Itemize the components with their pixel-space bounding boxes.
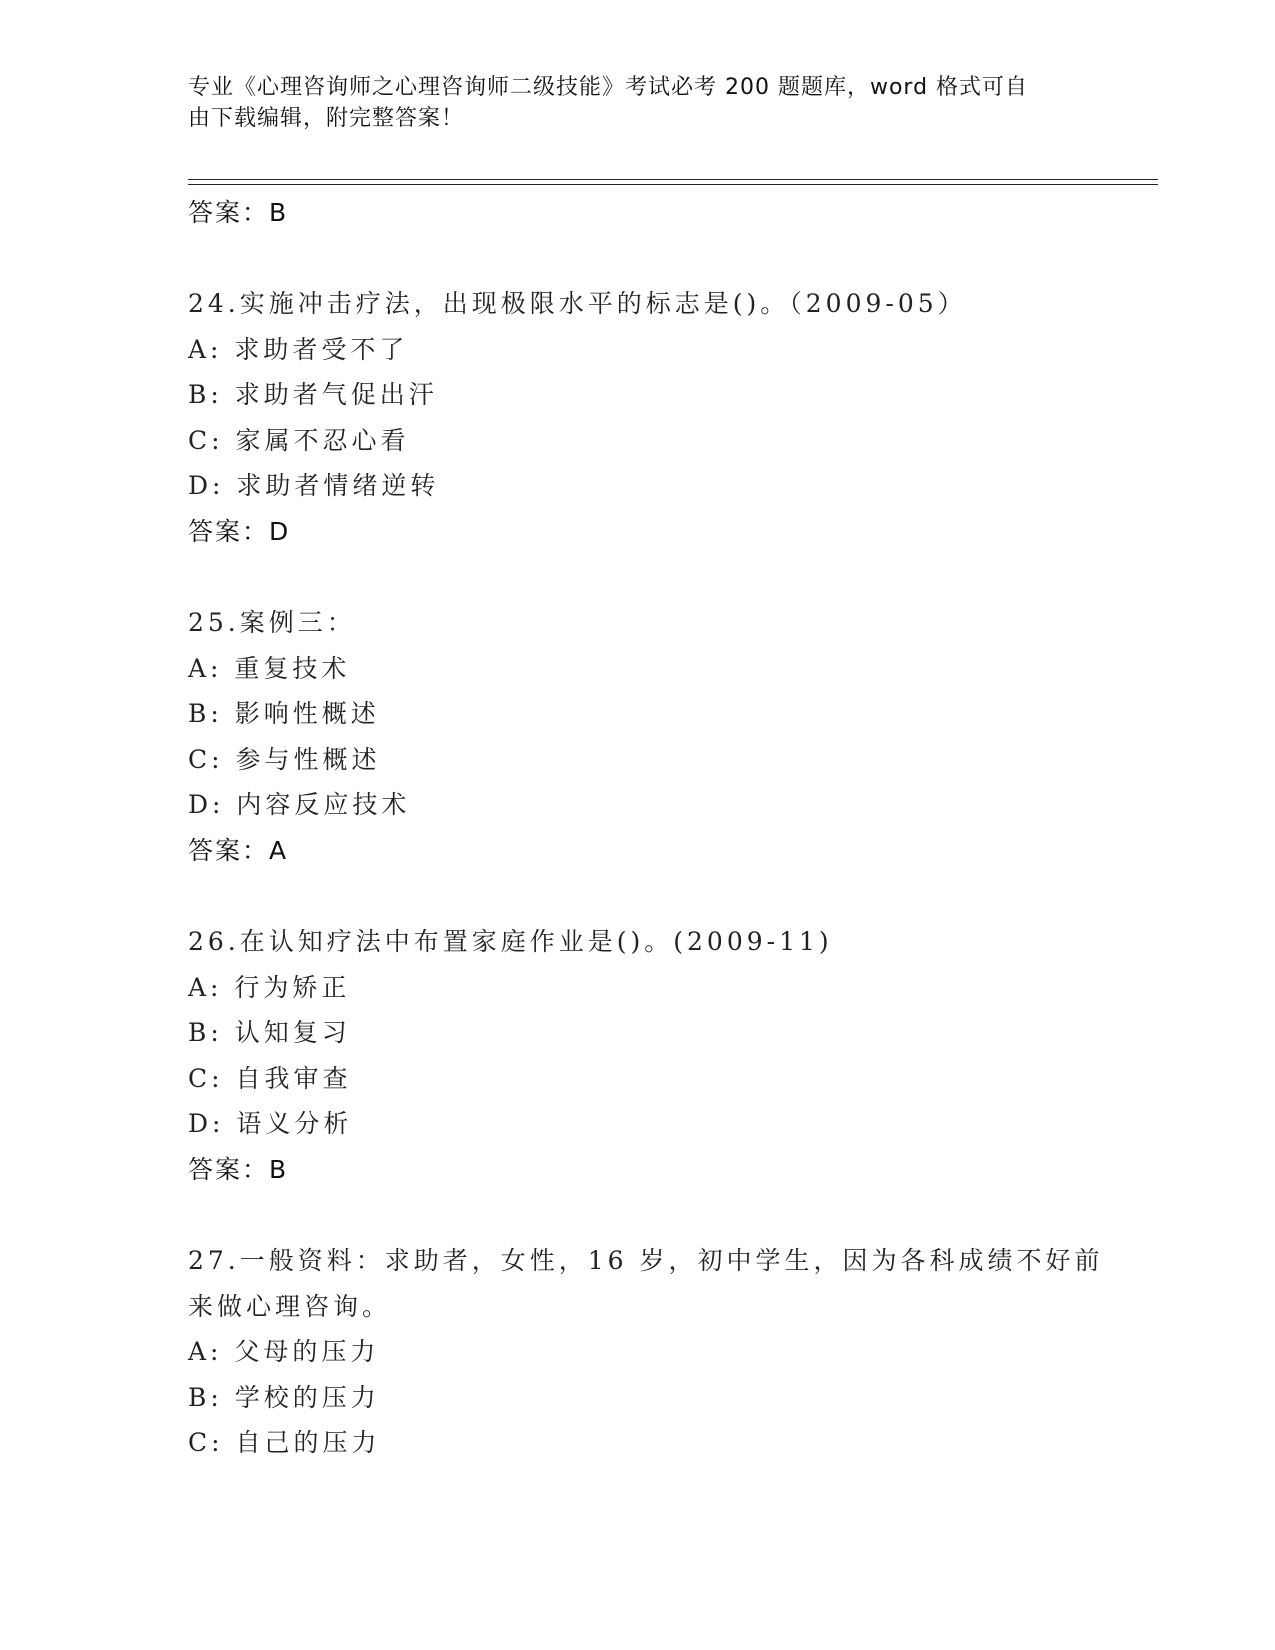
option-c: C: 家属不忍心看 — [188, 425, 410, 455]
header-line-2: 由下载编辑，附完整答案！ — [188, 106, 465, 131]
question-title: 24.实施冲击疗法，出现极限水平的标志是()。（2009-05） — [188, 289, 967, 318]
answer-line: 答案：D — [188, 516, 291, 546]
option-d: D: 语义分析 — [188, 1109, 353, 1139]
header-divider-top — [188, 179, 1158, 180]
question-title: 25.案例三： — [188, 607, 356, 637]
option-a: A: 重复技术 — [188, 653, 351, 683]
option-b: B: 求助者气促出汗 — [188, 380, 438, 410]
answer-line: 答案：B — [188, 1154, 289, 1184]
question-title-line-1: 27.一般资料：求助者，女性，16 岁，初中学生，因为各科成绩不好前 — [188, 1245, 1104, 1275]
answer-line: 答案：A — [188, 835, 289, 865]
option-d: D: 内容反应技术 — [188, 790, 411, 820]
option-a: A: 行为矫正 — [188, 972, 351, 1002]
question-title-line-2: 来做心理咨询。 — [188, 1291, 392, 1321]
header-line-1: 专业《心理咨询师之心理咨询师二级技能》考试必考 200 题题库，word 格式可自 — [188, 75, 1029, 100]
option-c: C: 自己的压力 — [188, 1428, 381, 1458]
question-block — [188, 600, 1148, 874]
answer-line: 答案：B — [188, 198, 289, 227]
option-c: C: 自我审查 — [188, 1063, 352, 1093]
option-b: B: 学校的压力 — [188, 1382, 380, 1412]
option-b: B: 认知复习 — [188, 1018, 351, 1048]
option-a: A: 求助者受不了 — [188, 334, 409, 364]
option-b: B: 影响性概述 — [188, 699, 380, 729]
option-a: A: 父母的压力 — [188, 1337, 380, 1367]
question-block — [188, 919, 1148, 1193]
header-divider-bottom — [188, 184, 1158, 185]
option-d: D: 求助者情绪逆转 — [188, 471, 440, 501]
option-c: C: 参与性概述 — [188, 744, 381, 774]
question-title: 26.在认知疗法中布置家庭作业是()。(2009-11) — [188, 926, 833, 956]
document-header — [188, 72, 1088, 134]
question-list — [188, 190, 1148, 1466]
question-block — [188, 281, 1148, 555]
question-block — [188, 1238, 1148, 1466]
